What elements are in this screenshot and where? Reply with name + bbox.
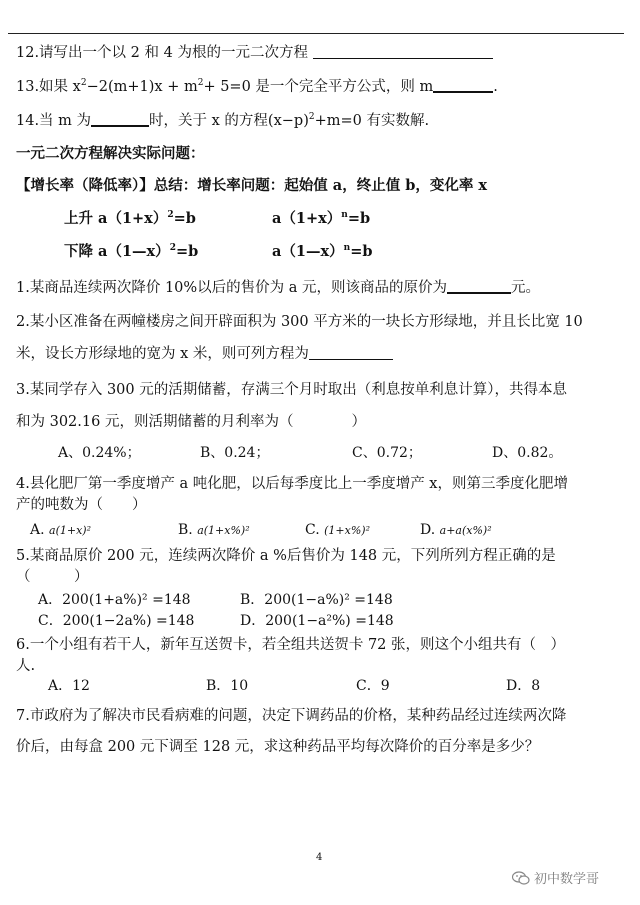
answer-blank-12[interactable] <box>313 44 493 59</box>
question-13 <box>16 77 498 97</box>
watermark-text: 初中数学哥 <box>534 872 600 887</box>
option-letter: A. <box>30 522 45 538</box>
problem-3-line-1: 3.某同学存入 300 元的活期储蓄，存满三个月时取出（利息按单利息计算），共得本息 <box>16 382 567 398</box>
page-number: 4 <box>316 852 323 863</box>
formula-fall-exp: 2 <box>169 243 176 254</box>
problem-6-line-2: 人. <box>16 658 36 674</box>
formula-fall-n-exp: n <box>343 243 351 254</box>
q13-part-3: + 5=0 是一个完全平方公式，则 m <box>203 79 434 95</box>
problem-6-line-1: 6.一个小组有若干人，新年互送贺卡，若全组共送贺卡 72 张，则这个小组共有（ ） <box>16 637 566 653</box>
q13-exp-2: 2 <box>197 78 204 89</box>
formula-rise-n-exp: n <box>341 210 348 221</box>
problem-5-option-d[interactable]: D．200(1−a²%) =148 <box>240 613 394 629</box>
answer-blank-14[interactable] <box>91 111 149 127</box>
problem-3-option-a[interactable]: A、0.24%； <box>58 445 141 461</box>
problem-2-line-1: 2.某小区准备在两幢楼房之间开辟面积为 300 平方米的一块长方形绿地，并且长比宽 10 <box>16 314 583 330</box>
q13-part-1: 13.如果 x <box>16 79 81 95</box>
problem-3-option-c[interactable]: C、0.72； <box>352 445 422 461</box>
answer-blank-p1[interactable] <box>447 278 511 294</box>
problem-3-line-2: 和为 302.16 元，则活期储蓄的月利率为（ ） <box>16 414 366 430</box>
formula-fall-text: 下降 a（1—x） <box>64 243 170 260</box>
problem-4-option-a[interactable] <box>30 521 91 540</box>
section-title: 一元二次方程解决实际问题： <box>16 145 205 162</box>
problem-1-end: 元。 <box>511 280 541 296</box>
watermark <box>512 868 599 887</box>
problem-7-line-2: 价后，由每盒 200 元下调至 128 元，求这种药品平均每次降价的百分率是多少？ <box>16 739 540 755</box>
formula-fall-n <box>272 242 372 262</box>
formula-fall <box>64 242 198 262</box>
option-letter: D. <box>420 522 436 538</box>
formula-rise-n <box>272 209 370 229</box>
problem-5-line-1: 5.某商品原价 200 元，连续两次降价 a %后售价为 148 元，下列所列方程正确的是 <box>16 548 556 564</box>
option-letter: B. <box>178 522 193 538</box>
q14-part-1: 14.当 m 为 <box>16 113 92 129</box>
q14-part-2: 时，关于 x 的方程(x−p) <box>149 113 309 129</box>
q13-end: . <box>493 79 498 95</box>
formula-rise-eq: =b <box>173 210 196 227</box>
formula-rise-text: 上升 a（1+x） <box>64 210 168 227</box>
question-12 <box>16 43 493 63</box>
problem-2-line-2 <box>16 344 393 364</box>
problem-3-option-d[interactable]: D、0.82。 <box>492 445 563 461</box>
answer-blank-p2[interactable] <box>309 345 393 360</box>
wechat-icon <box>512 871 530 885</box>
option-expression: (1+x%)² <box>324 524 370 537</box>
problem-6-option-c[interactable]: C．9 <box>356 678 390 694</box>
problem-5-option-a[interactable]: A．200(1+a%)² =148 <box>38 592 191 608</box>
question-14 <box>16 111 429 131</box>
formula-fall-n-text: a（1—x） <box>272 243 344 260</box>
problem-1-text: 1.某商品连续两次降价 10%以后的售价为 a 元，则该商品的原价为 <box>16 280 448 296</box>
problem-6-option-d[interactable]: D．8 <box>506 678 541 694</box>
header-rule <box>8 33 624 34</box>
formula-rise-n-eq: =b <box>347 210 371 227</box>
q13-exp-1: 2 <box>80 78 87 89</box>
problem-6-option-b[interactable]: B．10 <box>206 678 249 694</box>
option-expression: a(1+x%)² <box>197 524 250 537</box>
problem-4-option-c[interactable] <box>305 521 370 540</box>
problem-6-option-a[interactable]: A．12 <box>48 678 90 694</box>
problem-5-line-2: （ ） <box>16 569 89 585</box>
q14-exp: 2 <box>308 112 315 123</box>
problem-3-option-b[interactable]: B、0.24； <box>200 445 270 461</box>
problem-5-option-b[interactable]: B．200(1−a%)² =148 <box>240 592 393 608</box>
problem-4-option-d[interactable] <box>420 521 492 540</box>
option-expression: a+a(x%)² <box>439 524 492 537</box>
problem-4-line-2: 产的吨数为（ ） <box>16 497 147 513</box>
q14-end: +m=0 有实数解. <box>314 113 430 129</box>
problem-4-line-1: 4.县化肥厂第一季度增产 a 吨化肥，以后每季度比上一季度增产 x，则第三季度化肥增 <box>16 476 568 492</box>
problem-1 <box>16 278 540 298</box>
question-12-text: 12.请写出一个以 2 和 4 为根的一元二次方程 <box>16 45 308 61</box>
problem-7-line-1: 7.市政府为了解决市民看病难的问题，决定下调药品的价格，某种药品经过连续两次降 <box>16 708 567 724</box>
problem-4-option-b[interactable] <box>178 521 250 540</box>
q13-part-2: −2(m+1)x + m <box>86 79 198 95</box>
option-expression: a(1+x)² <box>49 524 91 537</box>
growth-rate-heading: 【增长率（降低率）】总结：增长率问题：起始值 a，终止值 b，变化率 x <box>16 177 488 194</box>
problem-5-option-c[interactable]: C．200(1−2a%) =148 <box>38 613 195 629</box>
problem-2-text: 米，设长方形绿地的宽为 x 米，则可列方程为 <box>16 346 309 362</box>
formula-rise-n-text: a（1+x） <box>272 210 342 227</box>
answer-blank-13[interactable] <box>433 77 493 93</box>
formula-fall-eq: =b <box>175 243 199 260</box>
formula-rise-exp: 2 <box>167 210 174 221</box>
formula-fall-n-eq: =b <box>350 243 373 260</box>
formula-rise <box>64 209 196 229</box>
option-letter: C. <box>305 522 320 538</box>
